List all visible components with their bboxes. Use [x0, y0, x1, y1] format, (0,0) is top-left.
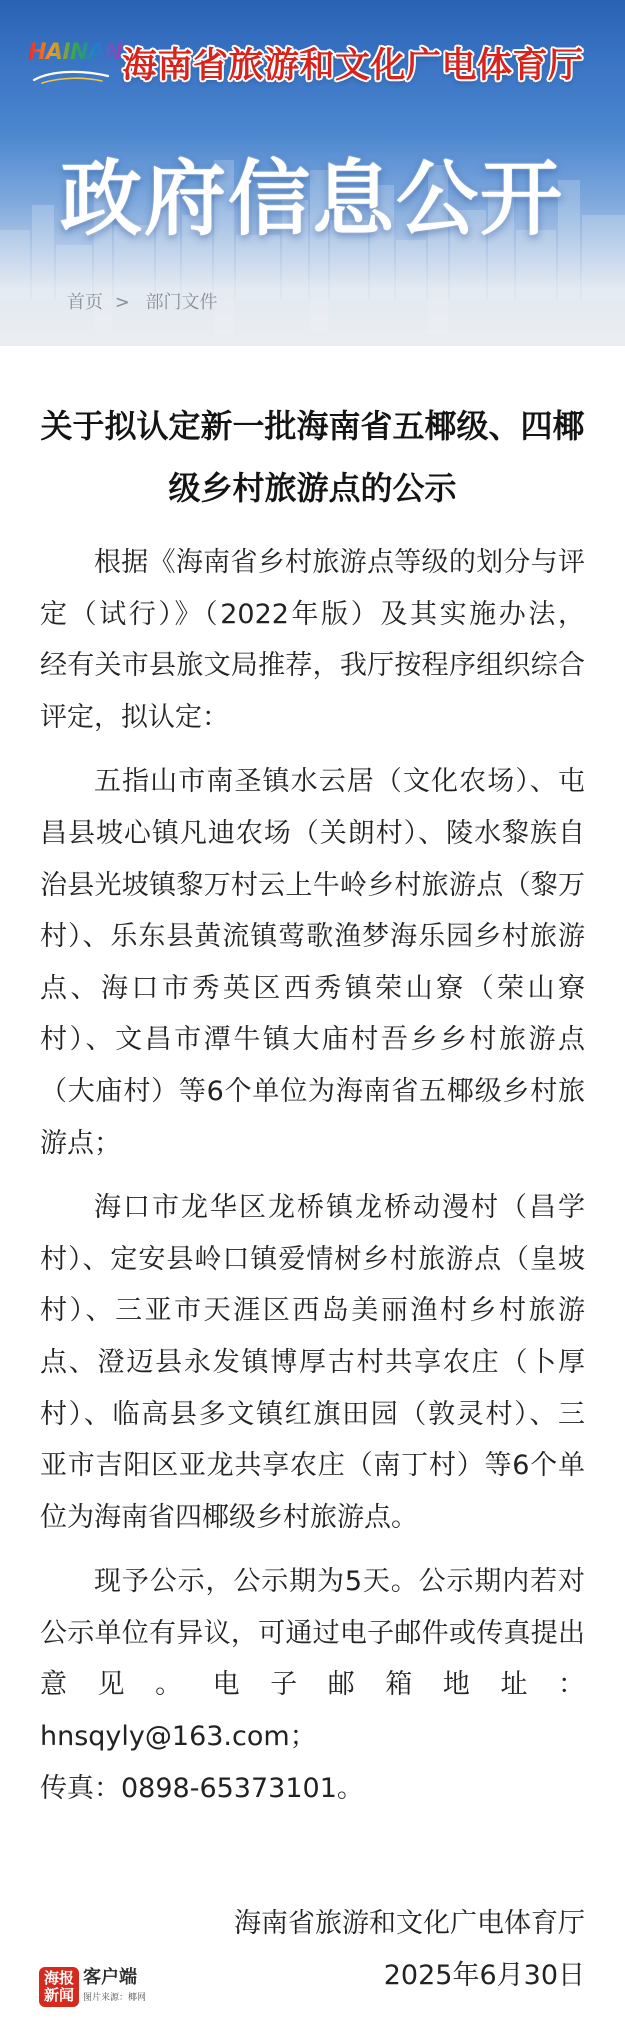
paragraph-five-coconut-list: [40, 756, 585, 1169]
paragraph-line: 村）、临高县多文镇红旗田园（敦灵村）、三: [40, 1398, 585, 1430]
paragraph-line: 村）、文昌市潭牛镇大庙村吾乡乡村旅游点: [40, 1024, 585, 1056]
article-title-line: 关于拟认定新一批海南省五椰级、四椰: [40, 407, 585, 445]
paragraph-line: 村）、乐东县黄流镇莺歌渔梦海乐园乡村旅游: [40, 921, 585, 953]
signature-org: 海南省旅游和文化广电体育厅: [234, 1908, 585, 1940]
paragraph-line: 评定，拟认定：: [40, 701, 229, 733]
paragraph-line: 海口市龙华区龙桥镇龙桥动漫村（昌学: [94, 1192, 585, 1224]
paragraph-line: 亚市吉阳区亚龙共享农庄（南丁村）等6个单: [40, 1450, 585, 1482]
paragraph-line: 村）、三亚市天涯区西岛美丽渔村乡村旅游: [40, 1295, 585, 1327]
breadcrumb-separator: >: [114, 292, 130, 313]
breadcrumb-current-link[interactable]: 部门文件: [145, 292, 218, 313]
org-name-title: 海南省旅游和文化广电体育厅: [122, 46, 584, 86]
watermark-brand-bottom: 新闻: [43, 1986, 74, 2004]
article: [40, 395, 585, 2001]
watermark-app-label: 客户端: [83, 1967, 137, 1988]
paragraph-line: 位为海南省四椰级乡村旅游点。: [40, 1501, 418, 1533]
watermark-source: 图片来源：椰网: [83, 1993, 147, 2003]
breadcrumb: [67, 290, 218, 316]
logo-swoosh-icon: [32, 68, 110, 86]
paragraph-line: 点、澄迈县永发镇博厚古村共享农庄（卜厚: [40, 1346, 585, 1378]
paragraph-line: （大庙村）等6个单位为海南省五椰级乡村旅: [40, 1075, 585, 1107]
header-banner: [0, 0, 625, 346]
paragraph-four-coconut-list: [40, 1182, 585, 1543]
breadcrumb-home-link[interactable]: 首页: [67, 292, 103, 313]
paragraph-line: 意见。电子邮箱地址：hnsqyly@163.com；: [40, 1669, 585, 1753]
paragraph-line: 根据《海南省乡村旅游点等级的划分与评: [94, 547, 585, 578]
paragraph-line: 经有关市县旅文局推荐，我厅按程序组织综合: [40, 650, 585, 682]
paragraph-line: 定（试行）》（2022年版）及其实施办法，: [40, 598, 585, 630]
banner-title: 政府信息公开: [60, 152, 565, 247]
paragraph-line: 五指山市南圣镇水云居（文化农场）、屯: [94, 766, 585, 798]
paragraph-line: 游点；: [40, 1127, 121, 1159]
signature-date: 2025年6月30日: [383, 1959, 585, 1991]
article-title-line: 级乡村旅游点的公示: [168, 469, 457, 507]
paragraph-line: 公示单位有异议，可通过电子邮件或传真提出: [40, 1617, 585, 1649]
article-title: [40, 395, 585, 519]
paragraph-line: 昌县坡心镇凡迪农场（关朗村）、陵水黎族自: [40, 817, 585, 849]
paragraph-public-notice: [40, 1556, 585, 1814]
paragraph-basis: [40, 537, 585, 743]
watermark-brand-top: 海报: [43, 1969, 74, 1987]
paragraph-line: 点、海口市秀英区西秀镇荣山寮（荣山寮: [40, 972, 585, 1004]
news-app-logo-icon: [39, 1967, 79, 2007]
paragraph-line: 治县光坡镇黎万村云上牛岭乡村旅游点（黎万: [40, 869, 585, 901]
news-app-watermark: [39, 1967, 179, 2009]
paragraph-line: 传真：0898-65373101。: [40, 1772, 364, 1804]
paragraph-line: 村）、定安县岭口镇爱情树乡村旅游点（皇坡: [40, 1243, 585, 1275]
paragraph-line: 现予公示，公示期为5天。公示期内若对: [94, 1566, 585, 1598]
logo-lettering: HAINAN: [28, 40, 123, 65]
hainan-tourism-logo: [28, 38, 123, 90]
